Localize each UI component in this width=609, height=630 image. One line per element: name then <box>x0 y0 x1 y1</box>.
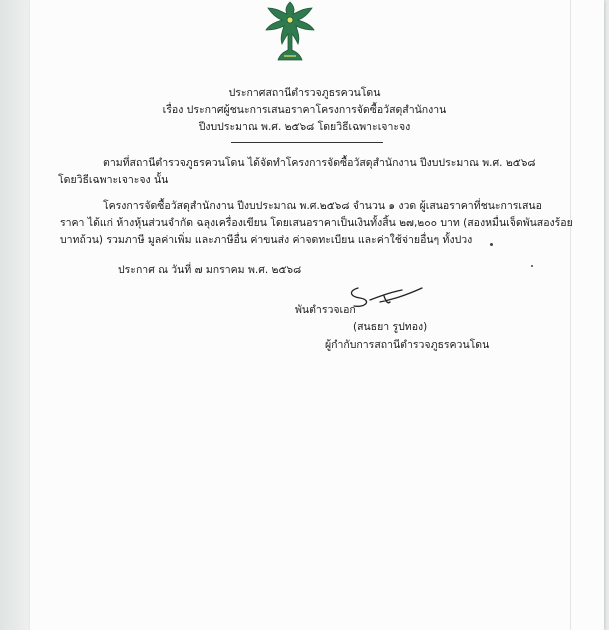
announcement-title: ประกาศสถานีตำรวจภูธรควนโดน <box>228 87 381 99</box>
announcement-fiscal-year: ปีงบประมาณ พ.ศ. ๒๕๖๘ โดยวิธีเฉพาะเจาะจง <box>198 121 411 133</box>
signatory-name: (สนธยา รูปทอง) <box>353 321 428 333</box>
announcement-subject: เรื่อง ประกาศผู้ชนะการเสนอราคาโครงการจัดซื้อวัสดุสำนักงาน <box>162 104 447 116</box>
paragraph-2-line-2: ราคา ได้แก่ ห้างหุ้นส่วนจำกัด ฉลุงเครื่องเขียน โดยเสนอราคาเป็นเงินทั้งสิ้น ๒๗,๒๐๐ บาท (สองหมื่นเจ็ดพันสองร้อย <box>60 217 573 229</box>
scan-speck <box>531 265 533 267</box>
paragraph-2-line-1: โครงการจัดซื้อวัสดุสำนักงาน ปีงบประมาณ พ.ศ.๒๕๖๘ จำนวน ๑ งวด ผู้เสนอราคาที่ชนะการเสนอ <box>103 200 542 212</box>
title-divider <box>231 142 383 143</box>
paragraph-2-line-3: บาทถ้วน) รวมภาษี มูลค่าเพิ่ม และภาษีอื่น ค่าขนส่ง ค่าจดทะเบียน และค่าใช้จ่ายอื่นๆ ทั้งปวง <box>60 234 473 246</box>
paragraph-1-line-2: โดยวิธีเฉพาะเจาะจง นั้น <box>58 174 169 186</box>
signatory-position: ผู้กำกับการสถานีตำรวจภูธรควนโดน <box>325 339 490 351</box>
scan-speck <box>490 243 493 246</box>
garuda-emblem-icon <box>258 0 322 64</box>
announcement-date: ประกาศ ณ วันที่ ๗ มกราคม พ.ศ. ๒๕๖๘ <box>118 264 302 276</box>
paragraph-1-line-1: ตามที่สถานีตำรวจภูธรควนโดน ได้จัดทำโครงการจัดซื้อวัสดุสำนักงาน ปีงบประมาณ พ.ศ. ๒๕๖๘ <box>103 157 536 169</box>
signatory-rank: พันตำรวจเอก <box>295 304 356 316</box>
